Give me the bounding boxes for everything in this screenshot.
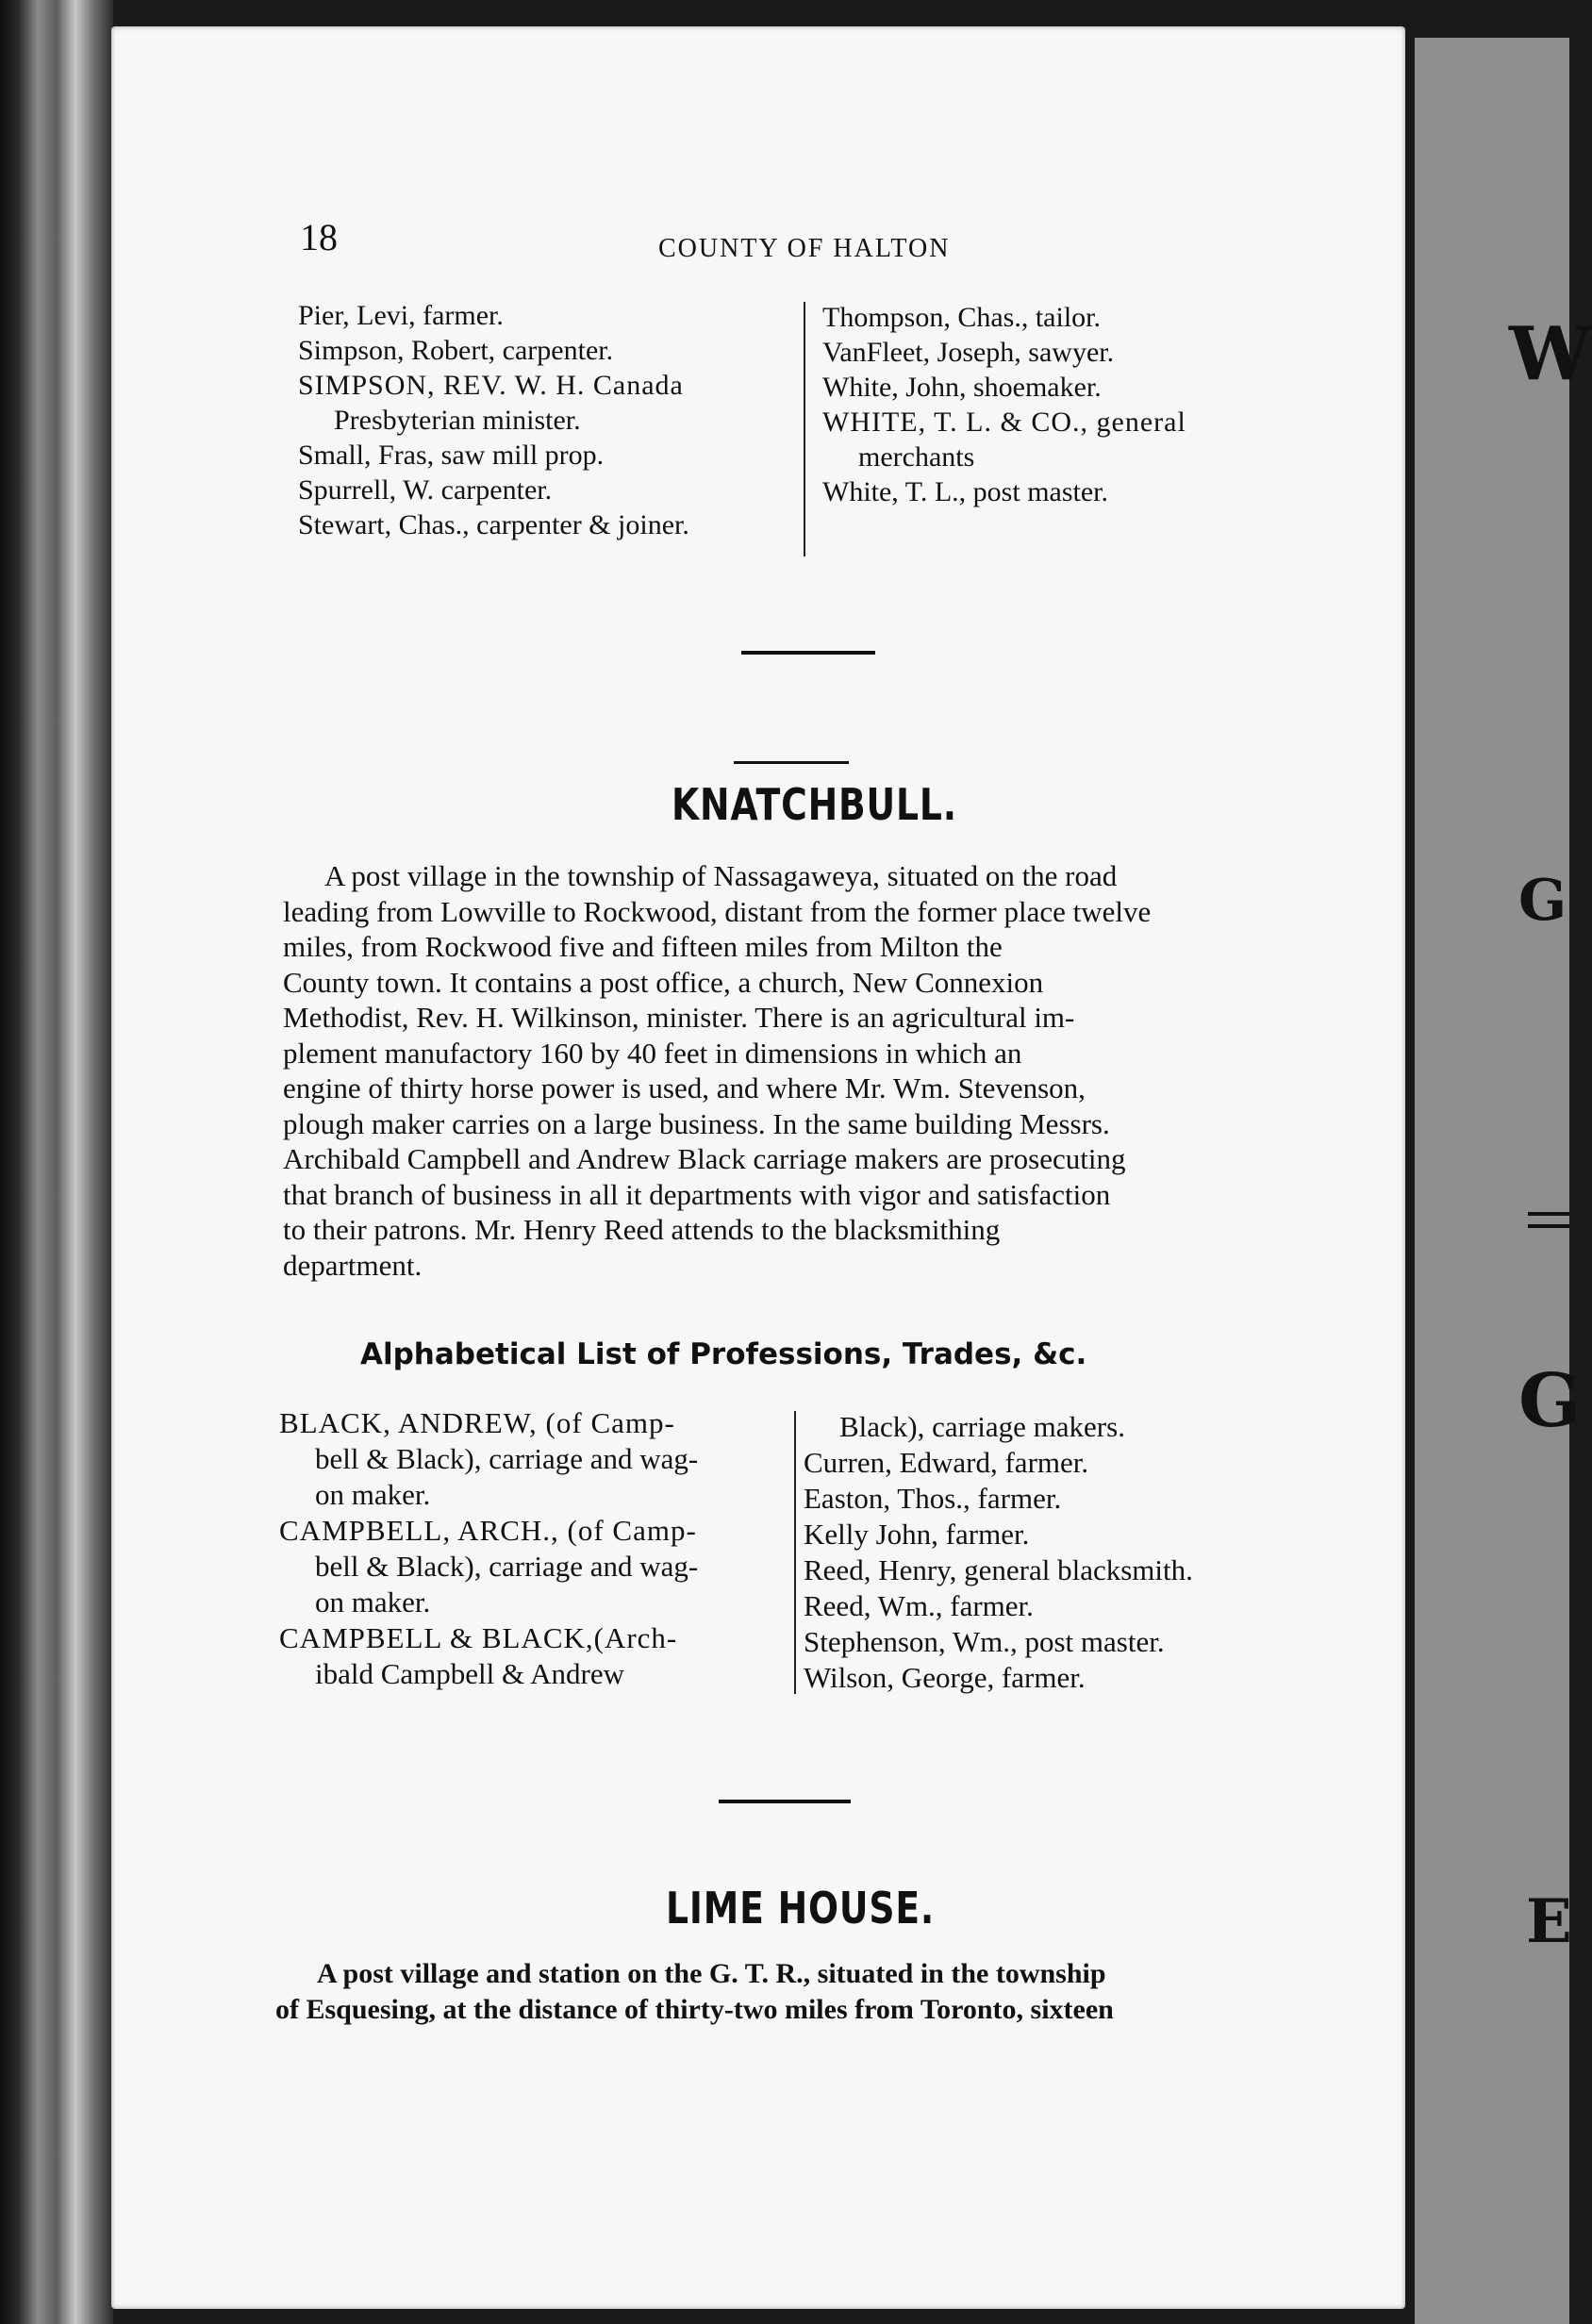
list-item: Presbyterian minister. <box>334 405 581 436</box>
facing-glyph: W <box>1509 311 1592 397</box>
list-item: bell & Black), carriage and wag- <box>315 1550 699 1583</box>
list-item: Wilson, George, farmer. <box>804 1661 1086 1694</box>
text-line: engine of thirty horse power is used, and where Mr. Wm. Stevenson, <box>283 1071 1086 1104</box>
list-item: White, John, shoemaker. <box>822 372 1102 403</box>
list-item: BLACK, ANDREW, (of Camp- <box>279 1406 675 1439</box>
facing-rule <box>1528 1212 1569 1216</box>
list-item: bell & Black), carriage and wag- <box>315 1442 699 1475</box>
list-item: Stephenson, Wm., post master. <box>804 1625 1165 1658</box>
list-item: CAMPBELL, ARCH., (of Camp- <box>279 1514 697 1547</box>
section-rule <box>741 651 875 655</box>
list-item: on maker. <box>315 1585 431 1618</box>
list-item: Reed, Henry, general blacksmith. <box>804 1553 1193 1586</box>
knatchbull-list-left <box>279 1405 698 1692</box>
list-item: Stewart, Chas., carpenter & joiner. <box>298 509 689 540</box>
section-title-knatchbull: KNATCHBULL. <box>672 779 957 830</box>
facing-rule <box>1528 1224 1569 1228</box>
text-line: department. <box>283 1248 423 1282</box>
list-item: Thompson, Chas., tailor. <box>822 302 1101 333</box>
book-spine-edge <box>0 0 113 2324</box>
column-divider <box>794 1411 796 1694</box>
text-line: Methodist, Rev. H. Wilkinson, minister. There is an agricultural im- <box>283 1001 1075 1034</box>
text-line: A post village and station on the G. T. R., situated in the township <box>317 1958 1106 1989</box>
list-item: VanFleet, Joseph, sawyer. <box>822 337 1115 368</box>
section-rule <box>719 1800 851 1803</box>
text-line: miles, from Rockwood five and fifteen miles from Milton the <box>283 930 1003 963</box>
facing-glyph: E <box>1526 1886 1572 1957</box>
top-list-left <box>298 298 689 542</box>
list-item: CAMPBELL & BLACK,(Arch- <box>279 1621 678 1654</box>
text-line: A post village in the township of Nassagaweya, situated on the road <box>324 859 1118 892</box>
list-item: Simpson, Robert, carpenter. <box>298 335 614 366</box>
facing-glyph: G <box>1518 868 1567 934</box>
column-divider <box>804 302 805 556</box>
list-item: WHITE, T. L. & CO., general <box>822 407 1186 438</box>
title-rule <box>734 761 849 764</box>
section-title-lime-house: LIME HOUSE. <box>666 1883 936 1934</box>
knatchbull-list-right <box>804 1409 1193 1696</box>
text-line: plough maker carries on a large business. In the same building Messrs. <box>283 1106 1110 1140</box>
list-heading: Alphabetical List of Professions, Trades, &c. <box>360 1337 1087 1371</box>
text-line: that branch of business in all it departments with vigor and satisfaction <box>283 1177 1111 1211</box>
list-item: Pier, Levi, farmer. <box>298 300 504 331</box>
list-item: Black), carriage makers. <box>839 1410 1125 1443</box>
page-number: 18 <box>300 216 338 258</box>
running-head: COUNTY OF HALTON <box>658 234 951 263</box>
list-item: Easton, Thos., farmer. <box>804 1482 1062 1515</box>
text-line: of Esquesing, at the distance of thirty-two miles from Toronto, sixteen <box>275 1993 1114 2025</box>
list-item: merchants <box>858 441 975 473</box>
knatchbull-description <box>283 858 1313 1283</box>
list-item: Small, Fras, saw mill prop. <box>298 440 605 471</box>
list-item: SIMPSON, REV. W. H. Canada <box>298 370 684 401</box>
text-line: plement manufactory 160 by 40 feet in dimensions in which an <box>283 1036 1022 1070</box>
facing-glyph: G <box>1518 1358 1582 1444</box>
text-line: County town. It contains a post office, a church, New Connexion <box>283 965 1044 999</box>
text-line: Archibald Campbell and Andrew Black carriage makers are prosecuting <box>283 1142 1126 1175</box>
top-list-right <box>822 300 1186 509</box>
facing-page-fragment <box>1415 38 1592 2324</box>
text-line: to their patrons. Mr. Henry Reed attends to the blacksmithing <box>283 1213 1001 1246</box>
list-item: Kelly John, farmer. <box>804 1518 1030 1551</box>
list-item: ibald Campbell & Andrew <box>315 1657 625 1690</box>
list-item: on maker. <box>315 1478 431 1511</box>
list-item: Spurrell, W. carpenter. <box>298 474 553 506</box>
list-item: White, T. L., post master. <box>822 476 1109 507</box>
list-item: Reed, Wm., farmer. <box>804 1589 1034 1622</box>
list-item: Curren, Edward, farmer. <box>804 1446 1089 1479</box>
text-line: leading from Lowville to Rockwood, distant from the former place twelve <box>283 894 1152 928</box>
lime-house-description <box>275 1956 1305 2027</box>
